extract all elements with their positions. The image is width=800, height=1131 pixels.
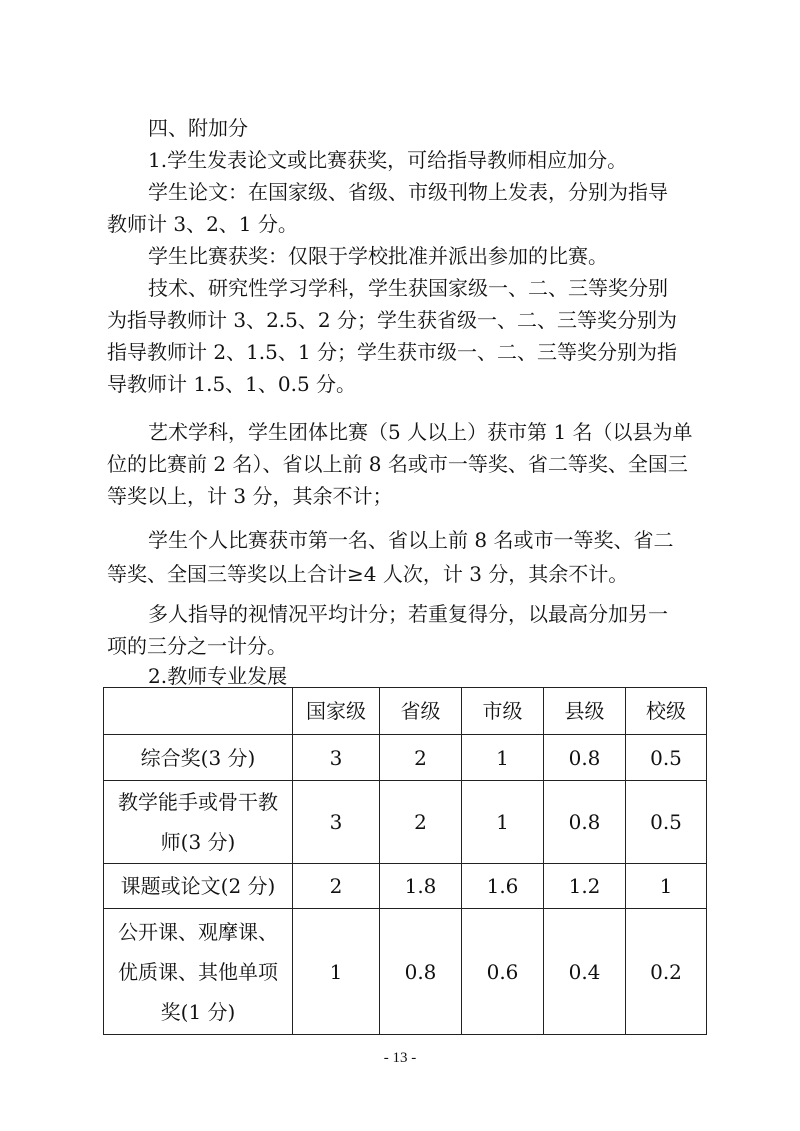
section-heading: 四、附加分: [148, 116, 248, 140]
art-rule-line3: 等奖以上，计 3 分，其余不计；: [107, 484, 393, 508]
contest-intro: 学生比赛获奖：仅限于学校批准并派出参加的比赛。: [148, 244, 608, 268]
item2-title: 2.教师专业发展: [148, 664, 288, 688]
table-header-cell: [104, 688, 293, 735]
table-cell: 3: [293, 735, 380, 781]
individual-rule-line2: 等奖、全国三等奖以上合计≥4 人次，计 3 分，其余不计。: [107, 562, 629, 586]
table-header-cell: 国家级: [293, 688, 380, 735]
table-cell: 0.5: [626, 735, 707, 781]
table-cell: 1.2: [544, 864, 626, 909]
row-label-line: 课题或论文(2 分): [120, 874, 276, 898]
table-cell: 1: [462, 781, 544, 864]
table-header-cell: 县级: [544, 688, 626, 735]
table-row: [104, 864, 707, 909]
table-cell: 3: [293, 781, 380, 864]
paper-rule-line2: 教师计 3、2、1 分。: [107, 212, 298, 236]
page-number: - 13 -: [383, 1050, 417, 1066]
table-cell: 1.6: [462, 864, 544, 909]
table-cell: 1: [626, 864, 707, 909]
table-header-cell: 市级: [462, 688, 544, 735]
row-label: [104, 909, 293, 1035]
table-header-row: [104, 688, 707, 735]
paper-rule-line1: 学生论文：在国家级、省级、市级刊物上发表，分别为指导: [148, 180, 668, 204]
tech-rule-line1: 技术、研究性学习学科，学生获国家级一、二、三等奖分别: [148, 276, 668, 300]
score-table: [103, 687, 707, 1035]
individual-rule-line1: 学生个人比赛获市第一名、省以上前 8 名或市一等奖、省二: [148, 528, 674, 552]
row-label: [104, 781, 293, 864]
row-label: [104, 864, 293, 909]
table-cell: 0.8: [544, 735, 626, 781]
row-label: [104, 735, 293, 781]
table-cell: 0.5: [626, 781, 707, 864]
row-label-line: 师(3 分): [160, 830, 236, 854]
table-header-cell: 校级: [626, 688, 707, 735]
table-cell: 0.6: [462, 909, 544, 1035]
table-cell: 1: [293, 909, 380, 1035]
table-cell: 1.8: [380, 864, 462, 909]
art-rule-line2: 位的比赛前 2 名）、省以上前 8 名或市一等奖、省二等奖、全国三: [107, 452, 688, 476]
table-row: [104, 735, 707, 781]
row-label-line: 教学能手或骨干教: [118, 790, 278, 814]
table-cell: 1: [462, 735, 544, 781]
multi-guide-line1: 多人指导的视情况平均计分；若重复得分，以最高分加另一: [148, 602, 668, 626]
table-cell: 0.4: [544, 909, 626, 1035]
table-cell: 0.8: [380, 909, 462, 1035]
tech-rule-line3: 指导教师计 2、1.5、1 分；学生获市级一、二、三等奖分别为指: [107, 340, 677, 364]
tech-rule-line2: 为指导教师计 3、2.5、2 分；学生获省级一、二、三等奖分别为: [107, 308, 677, 332]
row-label-line: 优质课、其他单项: [118, 959, 278, 984]
tech-rule-line4: 导教师计 1.5、1、0.5 分。: [107, 372, 357, 396]
table-cell: 2: [380, 735, 462, 781]
row-label-line: 综合奖(3 分): [140, 745, 256, 770]
table-row: [104, 781, 707, 864]
table-cell: 0.2: [626, 909, 707, 1035]
table-header-cell: 省级: [380, 688, 462, 735]
row-label-line: 奖(1 分): [160, 999, 236, 1024]
table-row: [104, 909, 707, 1035]
table-cell: 0.8: [544, 781, 626, 864]
table-cell: 2: [380, 781, 462, 864]
multi-guide-line2: 项的三分之一计分。: [107, 634, 287, 658]
item1-title: 1.学生发表论文或比赛获奖，可给指导教师相应加分。: [148, 148, 628, 172]
row-label-line: 公开课、观摩课、: [118, 919, 278, 944]
art-rule-line1: 艺术学科，学生团体比赛（5 人以上）获市第 1 名（以县为单: [148, 420, 693, 444]
table-cell: 2: [293, 864, 380, 909]
